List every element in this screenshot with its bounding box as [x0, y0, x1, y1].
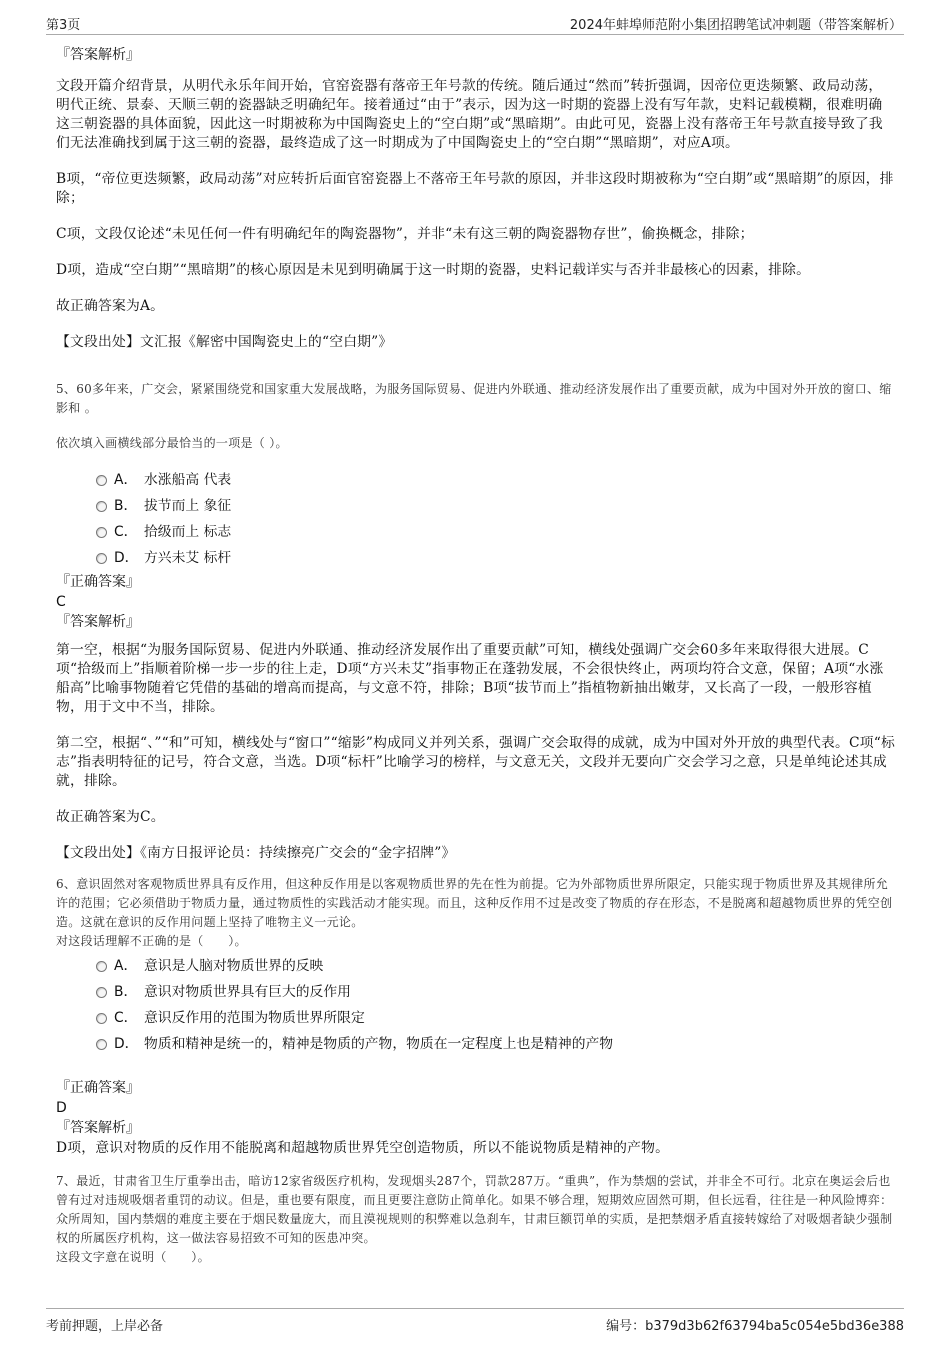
option-b[interactable] [56, 493, 896, 519]
analysis-paragraph: 文段开篇介绍背景，从明代永乐年间开始，官窑瓷器有落帝王年号款的传统。随后通过“然而”转折强调，因帝位更迭频繁、政局动荡，明代正统、景泰、天顺三朝的瓷器缺乏明确纪年。接着通过“由于”表示，因为这一时期的瓷器上没有写年款，史料记载模糊，很难明确这三朝瓷器的具体面貌，因此这一时期被称为中国陶瓷史上的“空白期”或“黑暗期”。由此可见，瓷器上没有落帝王年号款直接导致了我们无法准确找到属于这三朝的瓷器，最终造成了这一时期成为了中国陶瓷史上的“空白期”“黑暗期”，对应A项。 [56, 78, 883, 151]
options-list [56, 953, 896, 1057]
option-text: 水涨船高 代表 [144, 472, 232, 488]
source-citation: 【文段出处】《南方日报评论员：持续擦亮广交会的“金字招牌”》 [56, 845, 456, 861]
option-b[interactable] [56, 979, 896, 1005]
option-key: C． [114, 1010, 138, 1026]
page-content [56, 44, 896, 1267]
page-number: 第3页 [46, 18, 81, 33]
analysis-label: 『答案解析』 [56, 1120, 140, 1136]
analysis-conclusion: 故正确答案为A。 [56, 298, 165, 314]
option-c[interactable] [56, 519, 896, 545]
radio-icon[interactable] [96, 475, 107, 486]
option-key: C． [114, 524, 138, 540]
option-d[interactable] [56, 545, 896, 571]
option-key: B． [114, 498, 138, 514]
analysis-paragraph: 第一空，根据“为服务国际贸易、促进内外联通、推动经济发展作出了重要贡献”可知，横线处强调广交会60多年来取得很大进展。C项“拾级而上”指顺着阶梯一步一步的往上走，D项“方兴未艾”指事物正在蓬勃发展，不会很快终止，两项均符合文意，保留；A项“水涨船高”比喻事物随着它凭借的基础的增高而提高，与文意不符，排除；B项“拔节而上”指植物新抽出嫩芽，又长高了一段，一般形容植物，用于文中不当，排除。 [56, 642, 884, 715]
analysis-label: 『答案解析』 [56, 47, 140, 63]
option-key: D． [114, 550, 139, 566]
answer-value: C [56, 594, 66, 610]
option-a[interactable] [56, 953, 896, 979]
question-prompt: 这段文字意在说明（ ）。 [56, 1250, 210, 1264]
option-d[interactable] [56, 1031, 896, 1057]
page-header [46, 12, 904, 35]
analysis-paragraph: C项，文段仅论述“未见任何一件有明确纪年的陶瓷器物”，并非“未有这三朝的陶瓷器物存世”，偷换概念，排除； [56, 226, 754, 242]
answer-label: 『正确答案』 [56, 574, 140, 590]
question-5 [56, 380, 896, 863]
analysis-paragraph: D项，意识对物质的反作用不能脱离和超越物质世界凭空创造物质，所以不能说物质是精神的产物。 [56, 1140, 670, 1156]
analysis-label: 『答案解析』 [56, 614, 140, 630]
radio-icon[interactable] [96, 527, 107, 538]
radio-icon[interactable] [96, 1013, 107, 1024]
source-citation: 【文段出处】文汇报《解密中国陶瓷史上的“空白期”》 [56, 334, 393, 350]
q4-analysis [56, 44, 896, 352]
option-a[interactable] [56, 467, 896, 493]
option-c[interactable] [56, 1005, 896, 1031]
radio-icon[interactable] [96, 553, 107, 564]
radio-icon[interactable] [96, 987, 107, 998]
option-key: A． [114, 472, 138, 488]
option-text: 物质和精神是统一的，精神是物质的产物，物质在一定程度上也是精神的产物 [144, 1036, 614, 1052]
analysis-paragraph: B项，“帝位更迭频繁，政局动荡”对应转折后面官窑瓷器上不落帝王年号款的原因，并非这段时期被称为“空白期”或“黑暗期”的原因，排除； [56, 171, 894, 206]
question-stem: 5、60多年来，广交会，紧紧围绕党和国家重大发展战略，为服务国际贸易、促进内外联通、推动经济发展作出了重要贡献，成为中国对外开放的窗口、缩影和 。 [56, 382, 892, 415]
question-prompt: 依次填入画横线部分最恰当的一项是（ ）。 [56, 436, 288, 450]
question-6 [56, 875, 896, 1158]
option-text: 拾级而上 标志 [144, 524, 232, 540]
question-7 [56, 1172, 896, 1267]
question-stem: 6、意识固然对客观物质世界具有反作用，但这种反作用是以客观物质世界的先在性为前提。它为外部物质世界所限定，只能实现于物质世界及其规律所允许的范围；它必须借助于物质力量，通过物质性的实践活动才能实现。而且，这种反作用不过是改变了物质的存在形态，不是脱离和超越物质世界的凭空创造。这就在意识的反作用问题上坚持了唯物主义一元论。 [56, 877, 893, 929]
analysis-paragraph: 第二空，根据“、”“和”可知，横线处与“窗口”“缩影”构成同义并列关系，强调广交会取得的成就，成为中国对外开放的典型代表。C项“标志”指表明特征的记号，符合文意，当选。D项“标杆”比喻学习的榜样，与文意无关，文段并无要向广交会学习之意，只是单纯论述其成就，排除。 [56, 735, 895, 789]
option-text: 意识是人脑对物质世界的反映 [144, 958, 324, 974]
option-text: 意识对物质世界具有巨大的反作用 [144, 984, 351, 1000]
footer-slogan: 考前押题，上岸必备 [46, 1319, 164, 1334]
question-prompt: 对这段话理解不正确的是（ ）。 [56, 934, 247, 948]
analysis-conclusion: 故正确答案为C。 [56, 809, 165, 825]
option-key: D． [114, 1036, 139, 1052]
document-id: 编号：b379d3b62f63794ba5c054e5bd36e388 [606, 1319, 904, 1334]
answer-value: D [56, 1100, 67, 1116]
option-text: 方兴未艾 标杆 [144, 550, 232, 566]
radio-icon[interactable] [96, 501, 107, 512]
radio-icon[interactable] [96, 1039, 107, 1050]
document-title: 2024年蚌埠师范附小集团招聘笔试冲刺题（带答案解析） [569, 18, 902, 33]
option-text: 意识反作用的范围为物质世界所限定 [144, 1010, 365, 1026]
question-stem: 7、最近，甘肃省卫生厅重拳出击，暗访12家省级医疗机构，发现烟头287个，罚款287万。“重典”，作为禁烟的尝试，并非全不可行。北京在奥运会后也曾有过对违规吸烟者重罚的动议。但是，重也要有限度，而且更要注意防止简单化。如果不够合理，短期效应固然可期，但长远看，往往是一种风险博弈：众所周知，国内禁烟的难度主要在于烟民数量庞大，而且漠视规则的积弊难以急刹车，甘肃巨额罚单的实质，是把禁烟矛盾直接转嫁给了对吸烟者缺少强制权的所属医疗机构，这一做法容易招致不可知的医患冲突。 [56, 1174, 893, 1245]
answer-label: 『正确答案』 [56, 1080, 140, 1096]
option-key: B． [114, 984, 138, 1000]
radio-icon[interactable] [96, 961, 107, 972]
analysis-paragraph: D项，造成“空白期”“黑暗期”的核心原因是未见到明确属于这一时期的瓷器，史料记载详实与否并非最核心的因素，排除。 [56, 262, 811, 278]
page-footer [46, 1308, 904, 1339]
option-text: 拔节而上 象征 [144, 498, 232, 514]
options-list [56, 467, 896, 571]
option-key: A． [114, 958, 138, 974]
